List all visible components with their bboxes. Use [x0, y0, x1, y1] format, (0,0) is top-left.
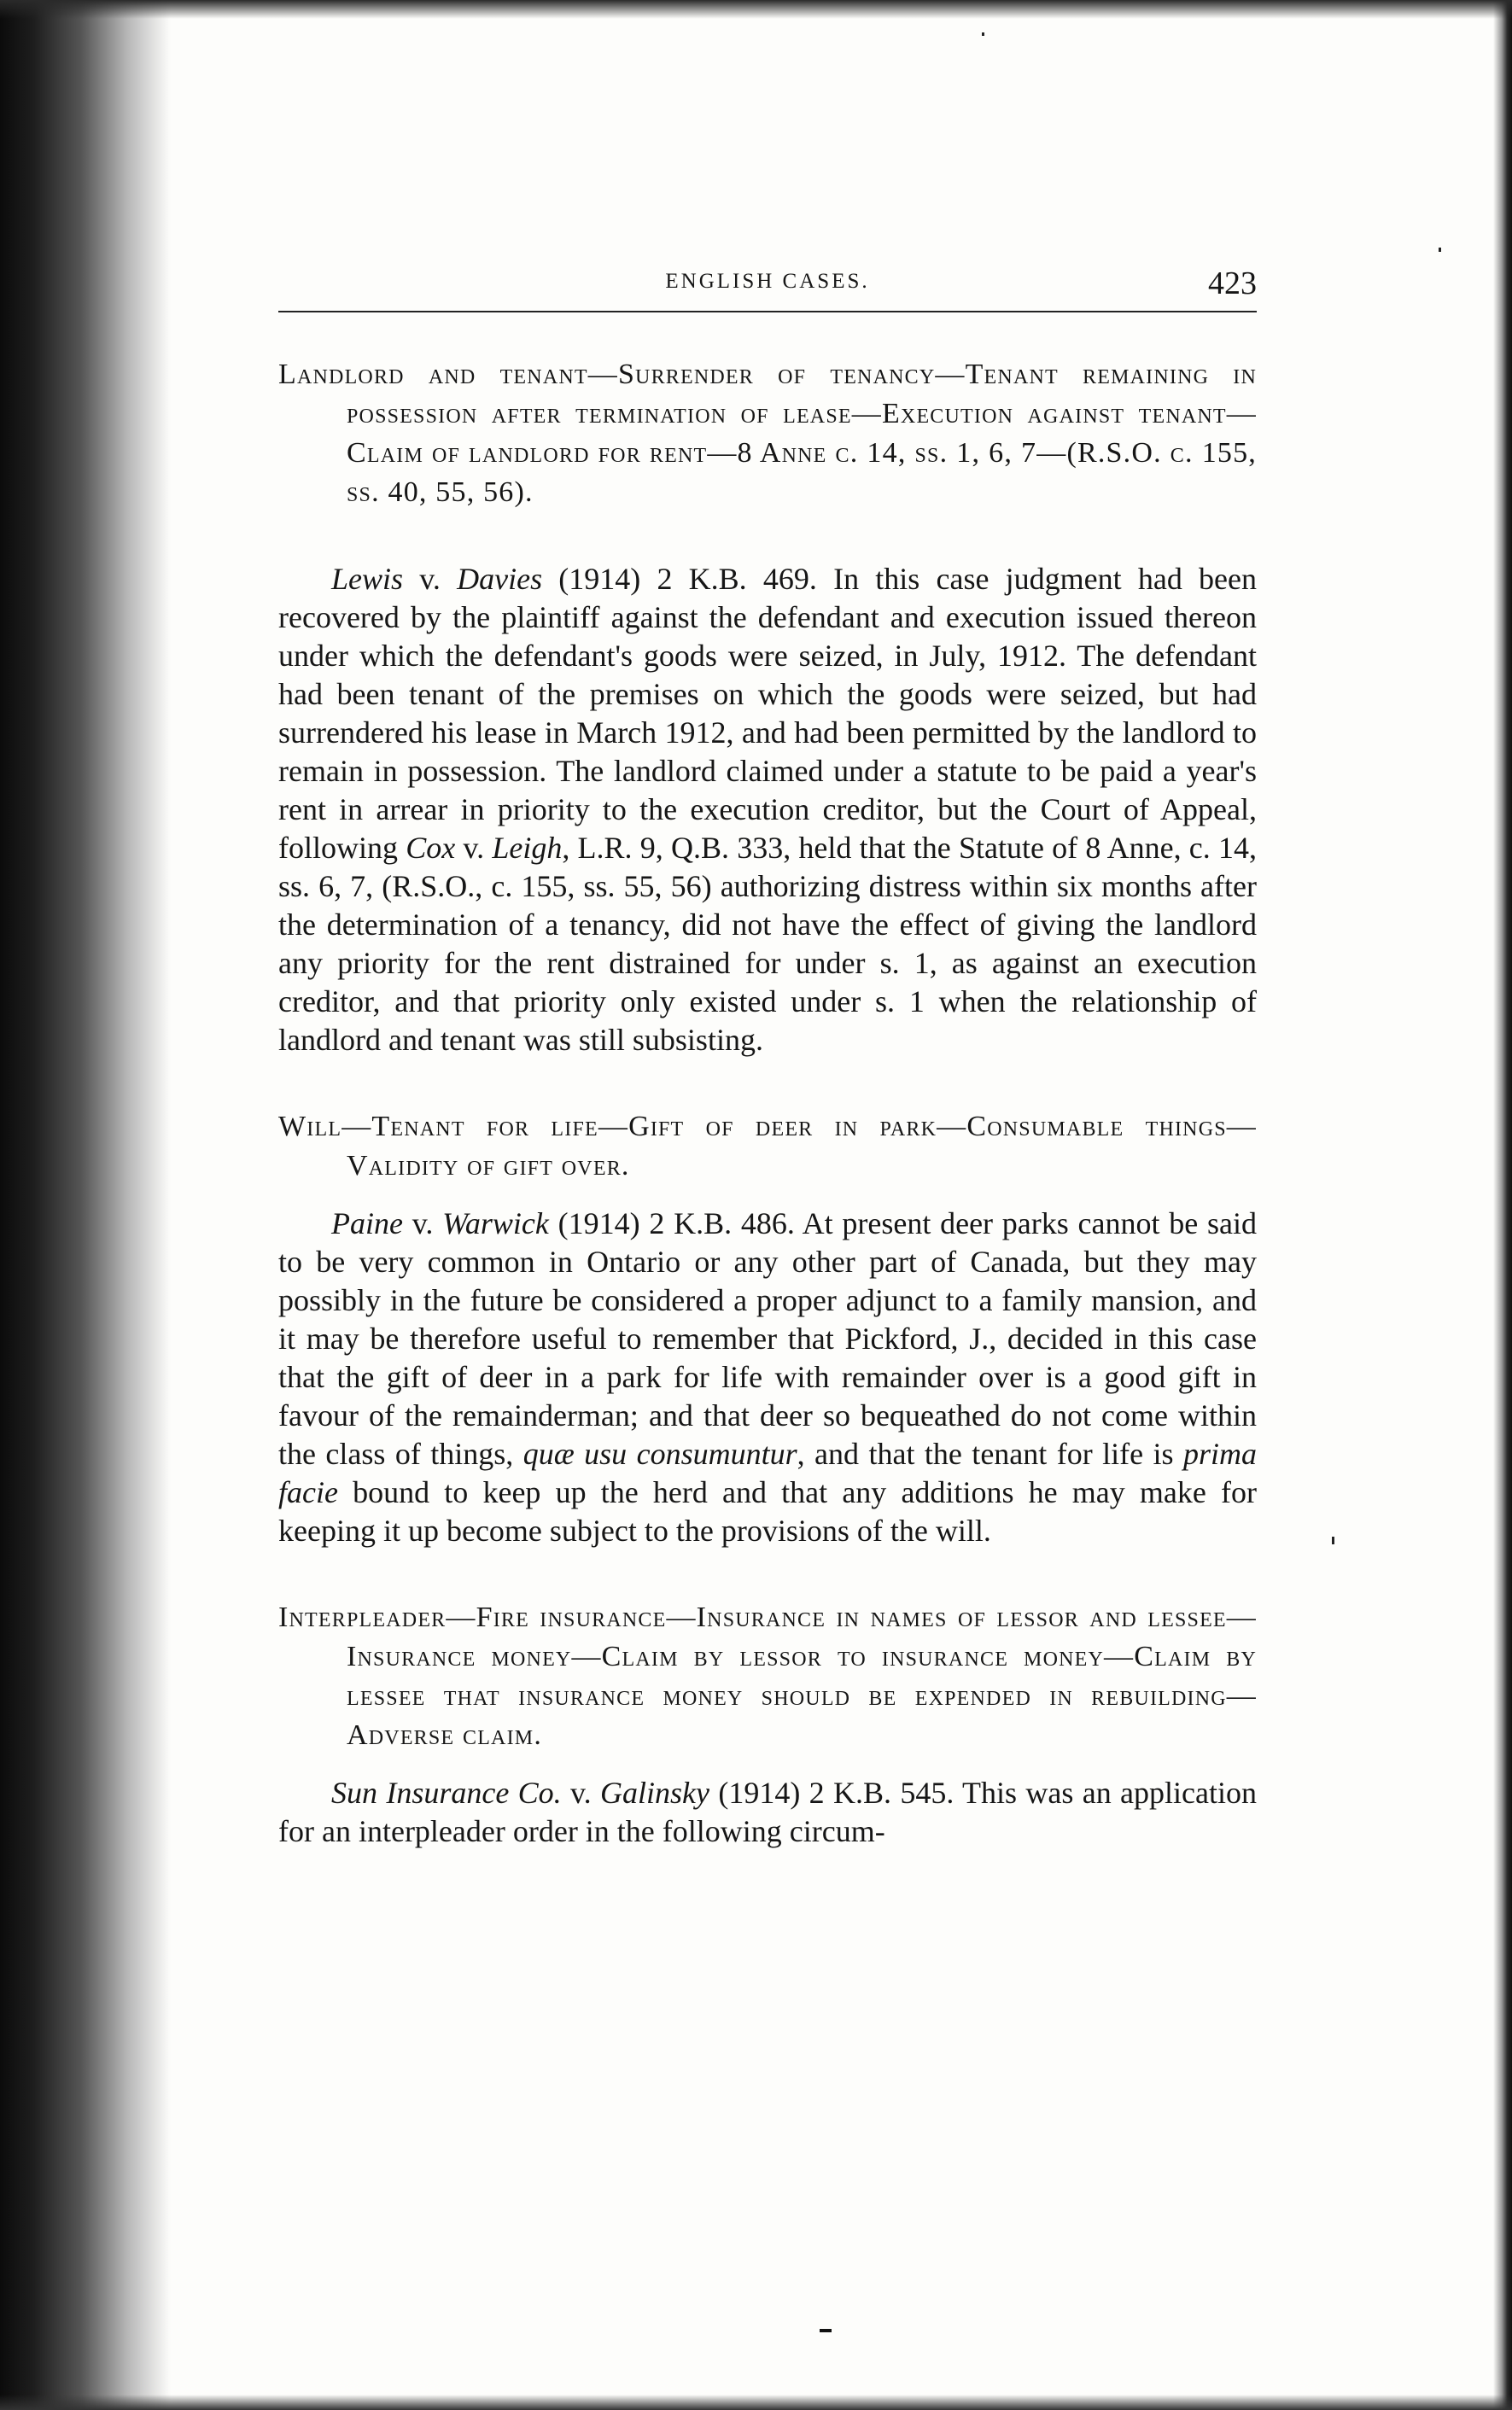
scan-shadow-right — [1493, 0, 1512, 2410]
case-sun-insurance-v-galinsky — [278, 1598, 1257, 1851]
paragraph-text: This was an application for an interpleader order in the following circum- — [278, 1776, 1257, 1848]
scan-speck — [982, 32, 984, 36]
versus: v. — [403, 562, 458, 596]
party-name: Davies — [457, 562, 543, 596]
paragraph-text: , and that the tenant for life is — [797, 1437, 1183, 1471]
page-content — [278, 265, 1257, 1851]
case-heading: Landlord and tenant—Surrender of tenancy—Tenant remaining in possession after termination of lease—Execution against tenant—Claim of landlord for rent—8 Anne c. 14, ss. 1, 6, 7—(R.S.O. c. 155, ss. 40, 55, 56). — [278, 359, 1257, 508]
latin-phrase: quæ usu consumuntur — [522, 1437, 797, 1471]
scan-shadow-bottom — [0, 2395, 1512, 2410]
paragraph-text: bound to keep up the herd and that any additions he may make for keeping it up become subject to the provisions of the will. — [278, 1475, 1257, 1548]
case-heading: Will—Tenant for life—Gift of deer in park—Consumable things—Validity of gift over. — [278, 1111, 1257, 1182]
running-head — [278, 265, 1257, 302]
print-mark — [820, 2329, 832, 2332]
case-paragraph — [278, 1774, 1257, 1851]
case-paragraph — [278, 560, 1257, 1059]
party-name: Cox — [406, 831, 456, 865]
scan-shadow-top — [0, 0, 1512, 19]
party-name: Leigh — [492, 831, 563, 865]
party-name: Galinsky — [600, 1776, 709, 1810]
citation: (1914) 2 K.B. 545. — [709, 1776, 954, 1810]
party-name: Paine — [331, 1206, 403, 1240]
case-lewis-v-davies — [278, 355, 1257, 1059]
case-heading: Interpleader—Fire insurance—Insurance in names of lessor and lessee—Insurance money—Claim by lessor to insurance money—Claim by lessee that insurance money should be expended in rebuilding—Adverse claim. — [278, 1602, 1257, 1751]
case-paine-v-warwick — [278, 1107, 1257, 1550]
page-number: 423 — [1208, 266, 1257, 301]
versus: v. — [455, 831, 493, 865]
case-paragraph — [278, 1205, 1257, 1550]
header-rule — [278, 311, 1257, 312]
scan-speck — [1332, 1537, 1334, 1544]
paragraph-text: At present deer parks cannot be said to be very common in Ontario or any other part of Canada, but they may possibly in the future be considered a proper adjunct to a family mansion, and it may be therefore useful to remember that Pickford, J., decided in this case that the gift of deer in a park for life with remainder over is a good gift in favour of the remainderman; and that deer so bequeathed do not come within the class of things, — [278, 1206, 1257, 1471]
party-name: Lewis — [331, 562, 404, 596]
party-name: Sun Insurance Co. — [331, 1776, 562, 1810]
latin-phrase: prima facie — [278, 1437, 1257, 1509]
citation: (1914) 2 K.B. 469. — [542, 562, 817, 596]
versus: v. — [561, 1776, 601, 1810]
running-title: ENGLISH CASES. — [665, 270, 870, 293]
scan-speck — [1439, 248, 1441, 252]
party-name: Warwick — [442, 1206, 549, 1240]
versus: v. — [402, 1206, 443, 1240]
paragraph-text: , L.R. 9, Q.B. 333, held that the Statute of 8 Anne, c. 14, ss. 6, 7, (R.S.O., c. 155, ss. 55, 56) authorizing distress within six months after the determination of a tenancy, did not have the effect of giving the landlord any priority for the rent distrained for under s. 1, as against an execution creditor, and that priority only existed under s. 1 when the relationship of landlord and tenant was still subsisting. — [278, 831, 1257, 1057]
citation: (1914) 2 K.B. 486. — [548, 1206, 795, 1240]
paragraph-text: In this case judgment had been recovered by the plaintiff against the defendant and execution issued thereon under which the defendant's goods were seized, in July, 1912. The defendant had been tenant of the premises on which the goods were seized, but had surrendered his lease in March 1912, and had been permitted by the landlord to remain in possession. The landlord claimed under a statute to be paid a year's rent in arrear in priority to the execution creditor, but the Court of Appeal, following — [278, 562, 1257, 865]
scan-shadow-left — [0, 0, 171, 2410]
